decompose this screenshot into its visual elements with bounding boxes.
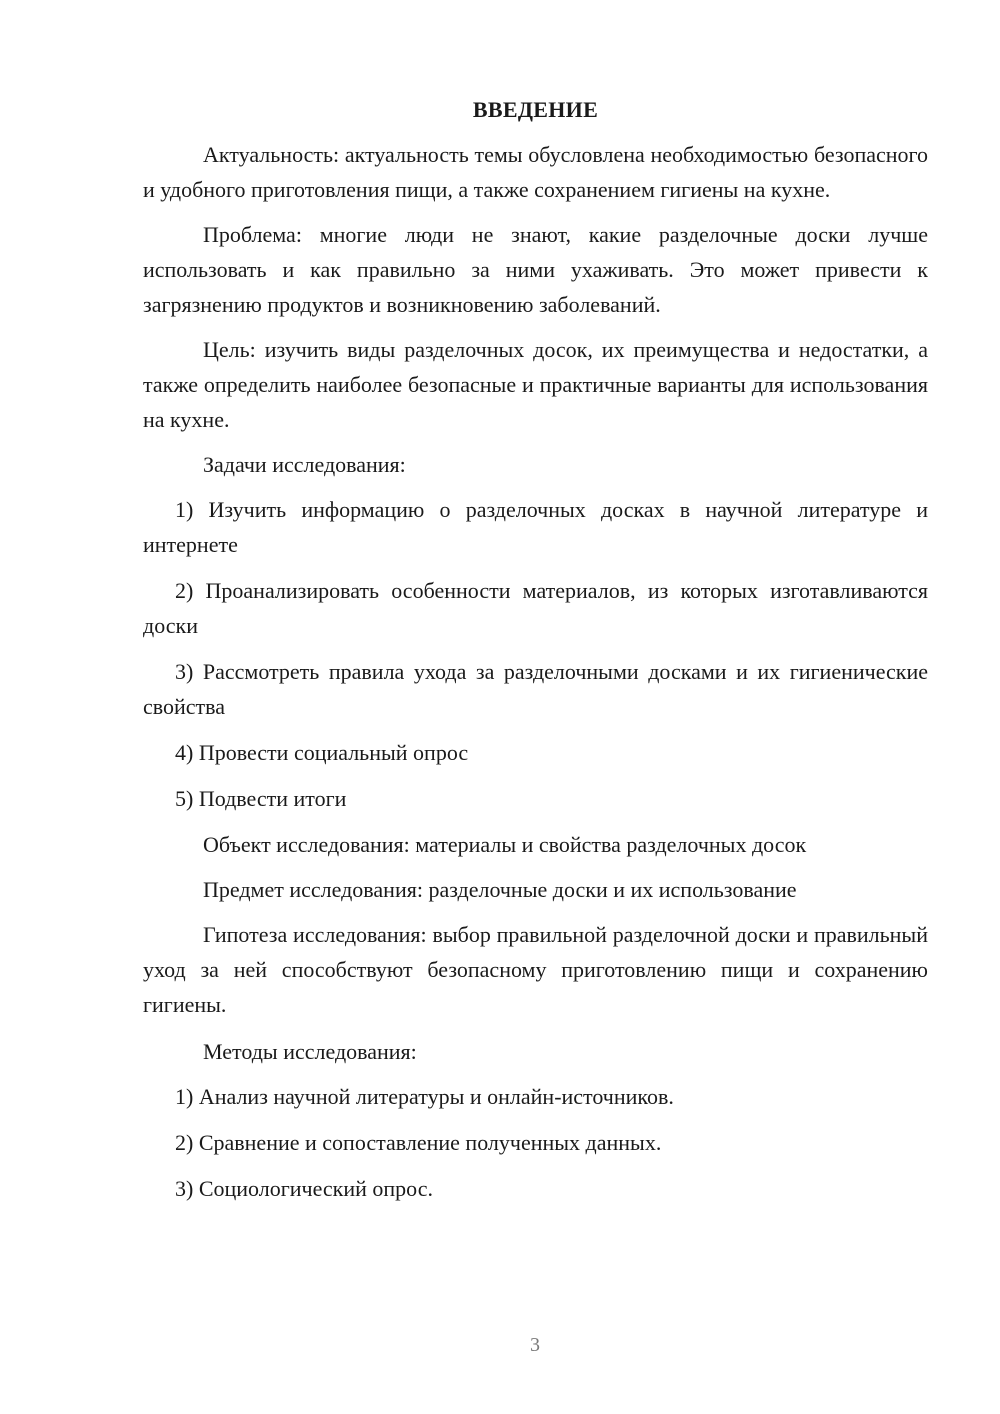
hypothesis-paragraph: Гипотеза исследования: выбор правильной разделочной доски и правильный уход за ней способствуют безопасному приготовлению пищи и сохранению гигиены. [143, 922, 928, 1017]
task-item: 4) Провести социальный опрос [175, 740, 469, 765]
method-item: 2) Сравнение и сопоставление полученных данных. [175, 1130, 662, 1155]
problem-paragraph: Проблема: многие люди не знают, какие разделочные доски лучше использовать и как правильно за ними ухаживать. Это может привести к загрязнению продуктов и возникновению заболеваний. [143, 222, 928, 317]
relevance-paragraph: Актуальность: актуальность темы обусловлена необходимостью безопасного и удобного приготовления пищи, а также сохранением гигиены на кухне. [143, 142, 928, 202]
task-item: 3) Рассмотреть правила ухода за разделочными досками и их гигиенические свойства [143, 659, 928, 719]
tasks-heading: Задачи исследования: [203, 452, 406, 477]
task-item: 1) Изучить информацию о разделочных досках в научной литературе и интернете [143, 497, 928, 557]
goal-paragraph: Цель: изучить виды разделочных досок, их преимущества и недостатки, а также определить наиболее безопасные и практичные варианты для использования на кухне. [143, 337, 928, 432]
task-item: 2) Проанализировать особенности материалов, из которых изготавливаются доски [143, 578, 928, 638]
document-title: ВВЕДЕНИЕ [472, 97, 599, 122]
task-item: 5) Подвести итоги [175, 786, 347, 811]
page-number: 3 [530, 1334, 540, 1356]
document-page [143, 95, 928, 1217]
method-item: 1) Анализ научной литературы и онлайн-источников. [175, 1084, 674, 1109]
method-item: 3) Социологический опрос. [175, 1176, 433, 1201]
methods-heading: Методы исследования: [203, 1039, 417, 1064]
object-paragraph: Объект исследования: материалы и свойства разделочных досок [203, 832, 807, 857]
subject-paragraph: Предмет исследования: разделочные доски и их использование [203, 877, 797, 902]
